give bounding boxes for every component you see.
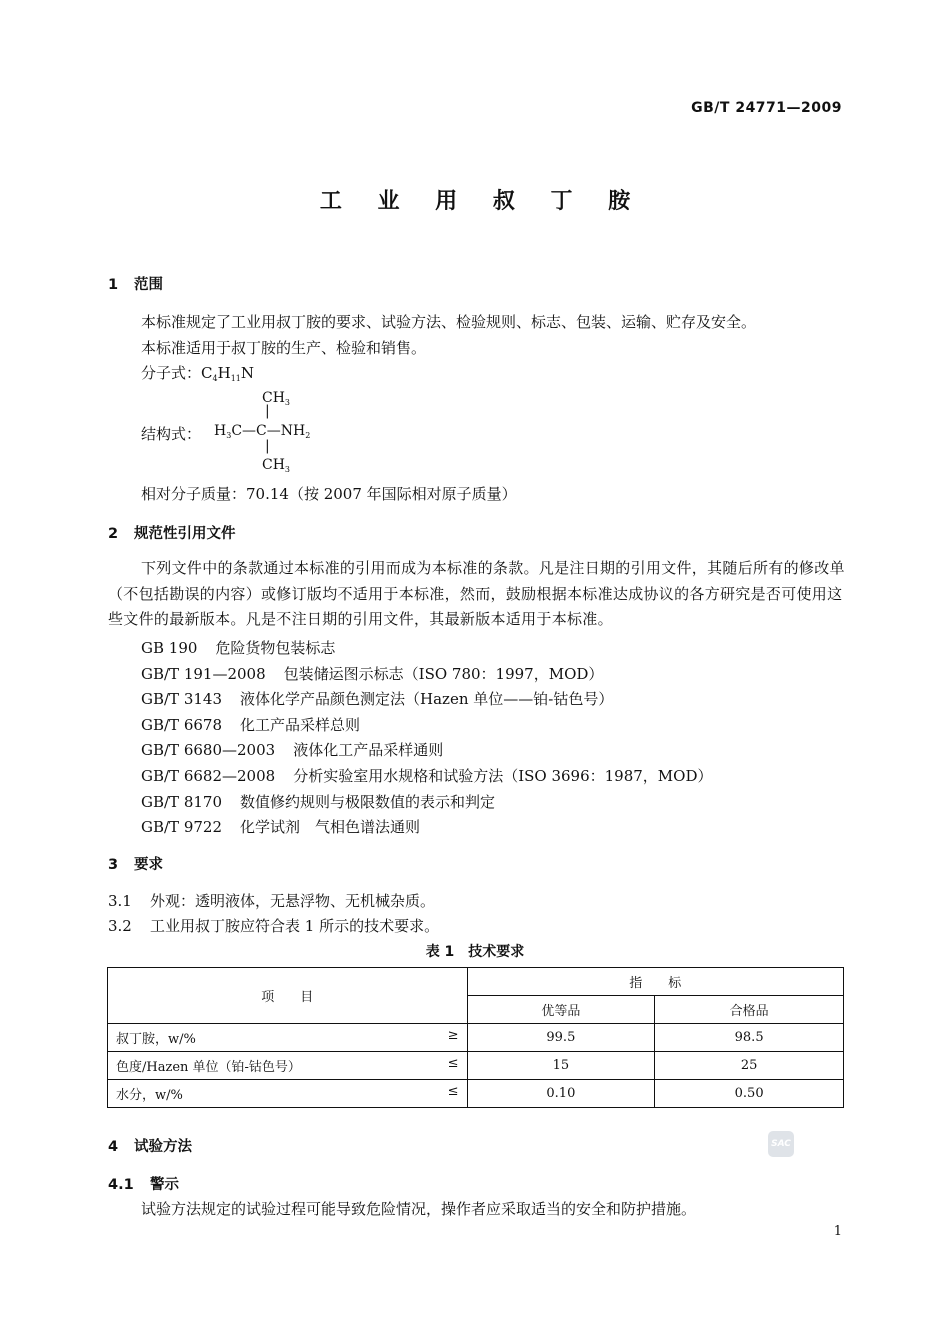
reference-item: [141, 663, 603, 684]
molecular-mass: 相对分子质量：70.14（按 2007 年国际相对原子质量）: [141, 485, 517, 503]
section-title: 范围: [134, 277, 163, 293]
reference-title: 包装储运图示标志（ISO 780：1997，MOD）: [283, 664, 604, 683]
clause-4-1-heading: 4.1 警示: [108, 1177, 179, 1193]
clause-3-1: 3.1 外观：透明液体，无悬浮物、无机械杂质。: [108, 892, 436, 910]
structure-bond-top: |: [265, 403, 270, 419]
reference-item: [141, 791, 495, 812]
structure-bond-bottom: |: [265, 438, 270, 454]
reference-item: [141, 739, 443, 760]
reference-item: [141, 714, 360, 735]
reference-item: [141, 688, 613, 709]
structure-top-group: $CH_3$: [262, 390, 291, 407]
references-intro: 下列文件中的条款通过本标准的引用而成为本标准的条款。凡是注日期的引用文件，其随后所有的修改单（不包括勘误的内容）或修订版均不适用于本标准，然而，鼓励根据本标准达成协议的各方研究是否可使用这些文件的最新版本。凡是不注日期的引用文件，其最新版本适用于本标准。: [108, 559, 845, 628]
table-caption: 表 1 技术要求: [425, 944, 525, 960]
table-row: 色度/Hazen 单位（铂-钴色号） ≤ 15 25: [108, 1052, 844, 1080]
reference-item: [141, 765, 713, 786]
document-title: 工 业 用 叔 丁 胺: [319, 189, 645, 214]
reference-title: 危险货物包装标志: [215, 639, 336, 657]
reference-code: GB 190: [141, 639, 198, 657]
section-number: 1: [108, 277, 119, 293]
reference-title: 分析实验室用水规格和试验方法（ISO 3696：1987，MOD）: [293, 767, 713, 785]
technical-requirements-table: [107, 967, 844, 1108]
reference-code: GB/T 8170: [141, 792, 223, 811]
structure-label: 结构式：: [141, 425, 202, 443]
table-row: 叔丁胺，w/% ≥ 99.5 98.5: [108, 1024, 844, 1052]
structure-bottom-group: $CH_3$: [262, 457, 291, 474]
structure-middle-row: $H_3C—C—NH_2$: [214, 423, 311, 440]
reference-title: 化学试剂 气相色谱法通则: [240, 818, 421, 837]
scope-paragraph-2: 本标准适用于叔丁胺的生产、检验和销售。: [141, 339, 427, 357]
sac-watermark-logo: SAC: [768, 1131, 794, 1157]
warning-text: 试验方法规定的试验过程可能导致危险情况，操作者应采取适当的安全和防护措施。: [141, 1200, 697, 1218]
scope-paragraph-1: 本标准规定了工业用叔丁胺的要求、试验方法、检验规则、标志、包装、运输、贮存及安全。: [141, 313, 757, 331]
header-grade-qualified: 合格品: [655, 996, 844, 1024]
reference-title: 数值修约规则与极限数值的表示和判定: [240, 792, 496, 811]
reference-code: GB/T 9722: [141, 818, 223, 837]
reference-code: GB/T 191—2008: [141, 664, 266, 683]
section-1-heading: [108, 273, 163, 294]
molecular-formula: 分子式：$C_4H_{11}N$: [141, 364, 254, 383]
clause-3-2: 3.2 工业用叔丁胺应符合表 1 所示的技术要求。: [108, 917, 440, 935]
header-item: 项 目: [108, 968, 468, 1024]
section-4-heading: 4 试验方法: [108, 1139, 192, 1155]
header-index: 指 标: [467, 968, 844, 996]
reference-title: 液体化工产品采样通则: [293, 741, 444, 760]
reference-title: 化工产品采样总则: [240, 715, 361, 734]
reference-code: GB/T 6682—2008: [141, 767, 276, 785]
page-number: 1: [833, 1224, 842, 1239]
reference-title: 液体化学产品颜色测定法（Hazen 单位——铂-钴色号）: [240, 690, 614, 709]
header-grade-premium: 优等品: [467, 996, 655, 1024]
reference-item: [141, 637, 335, 658]
formula-label: 分子式：: [141, 364, 202, 382]
section-2-heading: 2 规范性引用文件: [108, 526, 236, 542]
reference-code: GB/T 6680—2003: [141, 741, 276, 760]
reference-code: GB/T 3143: [141, 690, 223, 709]
reference-item: [141, 816, 420, 837]
standard-number: GB/T 24771—2009: [691, 100, 842, 116]
reference-code: GB/T 6678: [141, 715, 223, 734]
table-row: 水分，w/% ≤ 0.10 0.50: [108, 1080, 844, 1108]
section-3-heading: 3 要求: [108, 857, 163, 873]
